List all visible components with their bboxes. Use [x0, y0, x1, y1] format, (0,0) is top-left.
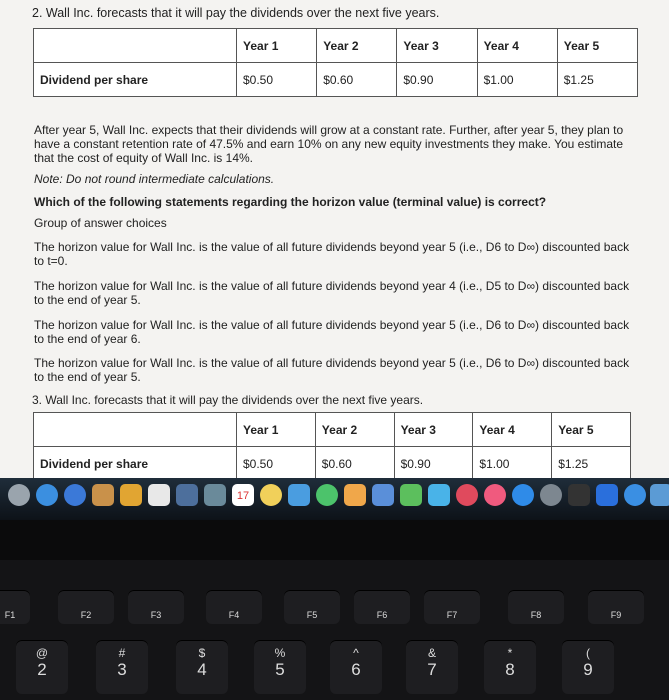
- key-2[interactable]: @ 2: [16, 640, 68, 694]
- chrome-browser-icon[interactable]: [624, 484, 646, 506]
- answer-option[interactable]: The horizon value for Wall Inc. is the value of all future dividends beyond year 5 (i.e., D6 to D∞) discounted back to the end of year 5.: [34, 356, 630, 384]
- table-cell: $1.25: [552, 447, 631, 479]
- notes-icon[interactable]: [120, 484, 142, 506]
- key-5[interactable]: % 5: [254, 640, 306, 694]
- dividend-table-q3: [33, 412, 631, 478]
- finder-icon[interactable]: [176, 484, 198, 506]
- keynote-icon[interactable]: [372, 484, 394, 506]
- question-3-title: 3. Wall Inc. forecasts that it will pay the dividends over the next five years.: [32, 393, 424, 407]
- table-cell: $0.60: [315, 447, 394, 479]
- music-icon[interactable]: [484, 484, 506, 506]
- table-row: [34, 447, 631, 479]
- table-header-cell: Year 5: [552, 413, 631, 447]
- table-header-row: [34, 413, 631, 447]
- table-header-cell: Year 1: [237, 29, 317, 63]
- table-header-row: [34, 29, 638, 63]
- table-header-cell: Year 3: [397, 29, 477, 63]
- key-f4[interactable]: F4: [206, 590, 262, 624]
- note-text: Note: Do not round intermediate calculations.: [34, 172, 275, 186]
- key-7[interactable]: & 7: [406, 640, 458, 694]
- key-f6[interactable]: F6: [354, 590, 410, 624]
- photos-icon[interactable]: [92, 484, 114, 506]
- row-label: Dividend per share: [34, 447, 237, 479]
- tv-icon[interactable]: [568, 484, 590, 506]
- question-2-title: 2. Wall Inc. forecasts that it will pay the dividends over the next five years.: [32, 6, 440, 20]
- safari-icon[interactable]: [36, 484, 58, 506]
- calendar-icon[interactable]: 17: [232, 484, 254, 506]
- reminders-icon[interactable]: [148, 484, 170, 506]
- preview-icon[interactable]: [204, 484, 226, 506]
- key-8[interactable]: * 8: [484, 640, 536, 694]
- table-header-cell: Year 2: [315, 413, 394, 447]
- key-3[interactable]: # 3: [96, 640, 148, 694]
- answer-option[interactable]: The horizon value for Wall Inc. is the value of all future dividends beyond year 5 (i.e., D6 to D∞) discounted back to the end of year 6.: [34, 318, 630, 346]
- table-header-cell: Year 1: [237, 413, 316, 447]
- table-cell: $0.50: [237, 63, 317, 97]
- table-cell: $0.90: [397, 63, 477, 97]
- key-f9[interactable]: F9: [588, 590, 644, 624]
- row-label: Dividend per share: [34, 63, 237, 97]
- key-f3[interactable]: F3: [128, 590, 184, 624]
- question-text: Which of the following statements regarding the horizon value (terminal value) is correct?: [34, 195, 547, 209]
- group-label: Group of answer choices: [34, 216, 167, 230]
- news-icon[interactable]: [456, 484, 478, 506]
- table-row: [34, 63, 638, 97]
- photos-app-icon[interactable]: [260, 484, 282, 506]
- table-header-cell: Year 2: [317, 29, 397, 63]
- table-header-cell: Year 4: [477, 29, 557, 63]
- launchpad-icon[interactable]: [8, 484, 30, 506]
- table-cell: $1.00: [473, 447, 552, 479]
- table-cell: $0.90: [394, 447, 473, 479]
- messages-icon[interactable]: [288, 484, 310, 506]
- key-f7[interactable]: F7: [424, 590, 480, 624]
- pages-icon[interactable]: [428, 484, 450, 506]
- key-6[interactable]: ^ 6: [330, 640, 382, 694]
- key-f5[interactable]: F5: [284, 590, 340, 624]
- downloads-icon[interactable]: [650, 484, 669, 506]
- key-f8[interactable]: F8: [508, 590, 564, 624]
- table-cell: $0.60: [317, 63, 397, 97]
- zoom-icon[interactable]: [596, 484, 618, 506]
- table-header-cell: Year 4: [473, 413, 552, 447]
- macos-dock: [0, 478, 669, 520]
- table-cell: $1.25: [557, 63, 637, 97]
- table-cell: $0.50: [237, 447, 316, 479]
- key-4[interactable]: $ 4: [176, 640, 228, 694]
- maps-icon[interactable]: [344, 484, 366, 506]
- system-preferences-icon[interactable]: [540, 484, 562, 506]
- answer-option[interactable]: The horizon value for Wall Inc. is the value of all future dividends beyond year 5 (i.e., D6 to D∞) discounted back to t=0.: [34, 240, 630, 268]
- table-header-cell: Year 5: [557, 29, 637, 63]
- table-header-cell: Year 3: [394, 413, 473, 447]
- chrome-icon[interactable]: [64, 484, 86, 506]
- dividend-table-q2: [33, 28, 638, 97]
- key-f2[interactable]: F2: [58, 590, 114, 624]
- keyboard: [0, 560, 669, 700]
- table-cell: $1.00: [477, 63, 557, 97]
- key-f1[interactable]: F1: [0, 590, 30, 624]
- answer-option[interactable]: The horizon value for Wall Inc. is the value of all future dividends beyond year 4 (i.e., D5 to D∞) discounted back to the end of year 5.: [34, 279, 630, 307]
- key-9[interactable]: ( 9: [562, 640, 614, 694]
- app-store-icon[interactable]: [512, 484, 534, 506]
- problem-paragraph: After year 5, Wall Inc. expects that their dividends will grow at a constant rate. Further, after year 5, they plan to have a constant retention rate of 47.5% and earn 10% on any new equity investments they make. You estimate that the cost of equity of Wall Inc. is 14%.: [34, 123, 624, 165]
- facetime-icon[interactable]: [316, 484, 338, 506]
- numbers-icon[interactable]: [400, 484, 422, 506]
